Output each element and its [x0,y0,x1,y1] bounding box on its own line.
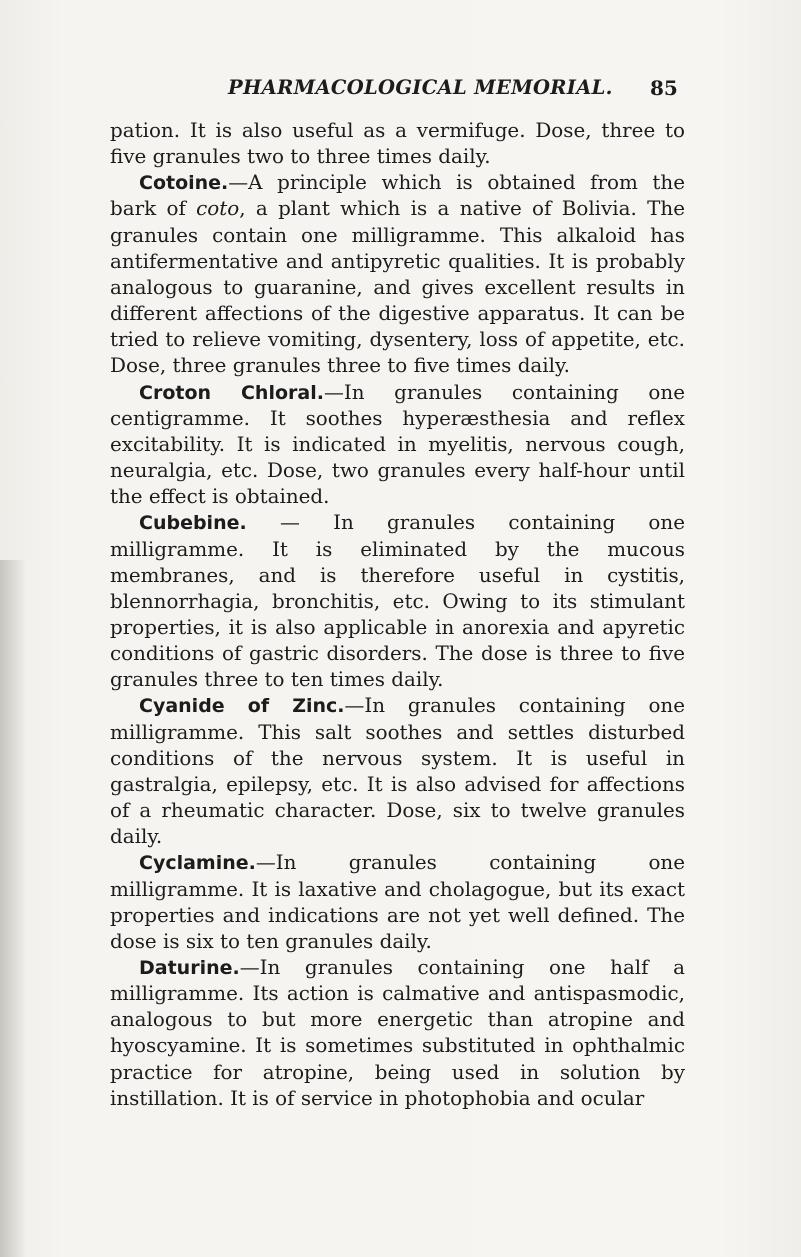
entry-croton-chloral [110,380,685,511]
entry-term: Cubebine. [139,512,247,535]
entry-cubebine [110,510,685,693]
entry-daturine [110,955,685,1112]
entry-term: Cyanide of Zinc. [139,695,345,718]
entry-text: — In granules containing one milligramme. It is eliminated by the mucous membranes, and is therefore useful in cystitis, blennorrhagia, bronchitis, etc. Owing to its stimulant properties, it is also applicable in anorexia and apyretic conditions of gastric disorders. The dose is three to five granules three to ten times daily. [110,511,685,692]
entry-text-italic: coto [196,197,240,221]
running-head: PHARMACOLOGICAL MEMORIAL. [228,76,613,99]
entry-cyclamine [110,850,685,955]
page-number: 85 [650,76,678,100]
page-edge-shadow [0,560,26,1257]
entry-text: , a plant which is a native of Bolivia. The granules contain one milligramme. This alkaloid has antifermentative and antipyretic qualities. It is probably analogous to guaranine, and gives excellent results in different affections of the digestive apparatus. It can be tried to relieve vomiting, dysentery, loss of appetite, etc. Dose, three granules three to five times daily. [110,197,685,378]
entry-text: —In granules containing one milligramme. This salt soothes and settles disturbed conditions of the nervous system. It is useful in gastralgia, epilepsy, etc. It is also advised for affections of a rheumatic character. Dose, six to twelve granules daily. [110,694,685,849]
entry-term: Croton Chloral. [139,381,324,404]
entry-term: Cotoine. [139,172,229,195]
body-text [110,118,685,1112]
entry-term: Daturine. [139,957,240,979]
page-header [0,76,801,106]
entry-text: —In granules containing one centigramme. It soothes hyperæsthesia and reflex excitability. It is indicated in myelitis, nervous cough, neuralgia, etc. Dose, two granules every half-hour until the effect is obtained. [110,380,685,509]
entry-cotoine [110,170,685,379]
entry-text: —In granules containing one milligramme. It is laxative and cholagogue, but its exact properties and indications are not yet well defined. The dose is six to ten granules daily. [110,851,685,953]
entry-term: Cyclamine. [139,852,256,875]
paragraph-text: pation. It is also useful as a vermifuge. Dose, three to five granules two to three times daily. [110,119,685,169]
entry-text: —A principle which is obtained from the bark of [110,171,685,221]
paragraph-continuation [110,118,685,170]
entry-cyanide-of-zinc [110,693,685,850]
entry-text: —In granules containing one half a milligramme. Its action is calmative and antispasmodic, analogous to but more energetic than atropine and hyoscyamine. It is sometimes substituted in ophthalmic practice for atropine, being used in solution by instillation. It is of service in photophobia and ocular [110,956,685,1110]
